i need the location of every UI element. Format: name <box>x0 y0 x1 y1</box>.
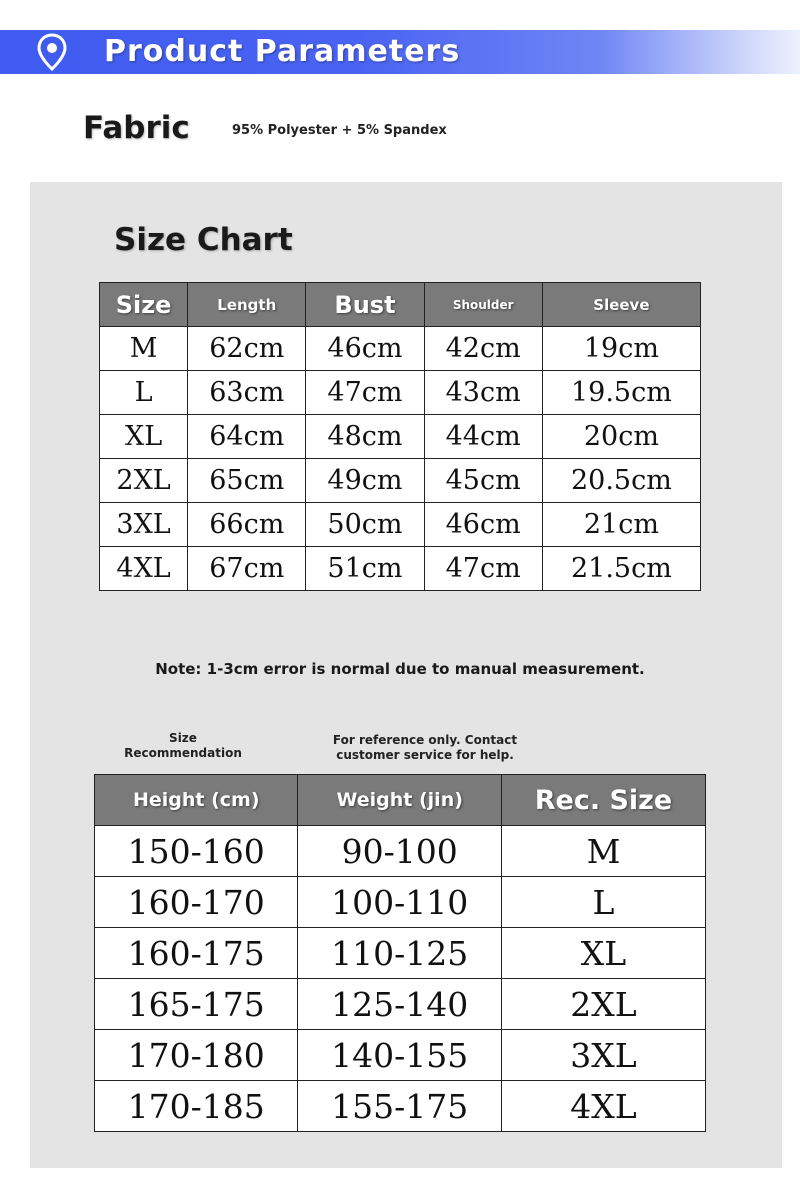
table-header-row <box>95 775 706 826</box>
measurement-note: Note: 1-3cm error is normal due to manual measurement. <box>155 660 645 678</box>
fabric-label: Fabric <box>83 110 190 146</box>
column-header-bust: Bust <box>306 283 424 327</box>
size-chart-title: Size Chart <box>114 222 293 258</box>
table-cell: 4XL <box>501 1081 705 1132</box>
page-title: Product Parameters <box>104 34 461 69</box>
table-cell: 66cm <box>188 503 306 547</box>
table-cell: 51cm <box>306 547 424 591</box>
table-row <box>100 371 701 415</box>
table-cell: 19.5cm <box>542 371 700 415</box>
table-cell: 155-175 <box>298 1081 501 1132</box>
table-cell: 3XL <box>501 1030 705 1081</box>
table-cell: 65cm <box>188 459 306 503</box>
table-cell: 43cm <box>424 371 542 415</box>
table-cell: 21.5cm <box>542 547 700 591</box>
column-header-length: Length <box>188 283 306 327</box>
table-row <box>100 459 701 503</box>
reference-note-line1: For reference only. Contact <box>332 733 518 747</box>
size-recommendation-table <box>94 774 706 1132</box>
table-row <box>100 327 701 371</box>
table-cell: 3XL <box>100 503 188 547</box>
table-row <box>100 503 701 547</box>
size-chart-table <box>99 282 701 591</box>
recommendation-label-line2: Recommendation <box>124 746 242 760</box>
table-cell: 4XL <box>100 547 188 591</box>
table-cell: 46cm <box>306 327 424 371</box>
column-header-size: Size <box>100 283 188 327</box>
table-cell: M <box>501 826 705 877</box>
table-cell: 20cm <box>542 415 700 459</box>
recommendation-label <box>118 731 248 761</box>
reference-note <box>320 733 530 763</box>
table-row <box>95 1030 706 1081</box>
table-cell: 140-155 <box>298 1030 501 1081</box>
table-cell: 110-125 <box>298 928 501 979</box>
table-cell: 150-160 <box>95 826 298 877</box>
table-cell: 62cm <box>188 327 306 371</box>
column-header-sleeve: Sleeve <box>542 283 700 327</box>
table-cell: 44cm <box>424 415 542 459</box>
table-cell: 21cm <box>542 503 700 547</box>
table-cell: 48cm <box>306 415 424 459</box>
table-cell: 100-110 <box>298 877 501 928</box>
table-cell: M <box>100 327 188 371</box>
table-cell: XL <box>100 415 188 459</box>
table-cell: 64cm <box>188 415 306 459</box>
table-header-row <box>100 283 701 327</box>
table-cell: 42cm <box>424 327 542 371</box>
table-cell: 160-175 <box>95 928 298 979</box>
table-cell: 90-100 <box>298 826 501 877</box>
table-row <box>95 1081 706 1132</box>
column-header-height: Height (cm) <box>95 775 298 826</box>
table-cell: 63cm <box>188 371 306 415</box>
column-header-shoulder: Shoulder <box>424 283 542 327</box>
location-pin-icon <box>36 33 68 71</box>
table-cell: L <box>501 877 705 928</box>
table-row <box>95 877 706 928</box>
table-cell: 45cm <box>424 459 542 503</box>
table-row <box>100 547 701 591</box>
table-cell: 46cm <box>424 503 542 547</box>
table-cell: 50cm <box>306 503 424 547</box>
table-cell: 170-185 <box>95 1081 298 1132</box>
table-cell: 47cm <box>424 547 542 591</box>
table-cell: 2XL <box>501 979 705 1030</box>
column-header-weight: Weight (jin) <box>298 775 501 826</box>
table-cell: 170-180 <box>95 1030 298 1081</box>
table-cell: 49cm <box>306 459 424 503</box>
table-row <box>100 415 701 459</box>
reference-note-line2: customer service for help. <box>336 748 514 762</box>
table-cell: 2XL <box>100 459 188 503</box>
table-cell: 19cm <box>542 327 700 371</box>
table-cell: 67cm <box>188 547 306 591</box>
header-banner <box>0 30 800 74</box>
column-header-rec-size: Rec. Size <box>501 775 705 826</box>
recommendation-label-line1: Size <box>169 731 197 745</box>
table-row <box>95 979 706 1030</box>
table-row <box>95 928 706 979</box>
fabric-value: 95% Polyester + 5% Spandex <box>232 123 447 138</box>
table-cell: 160-170 <box>95 877 298 928</box>
table-row <box>95 826 706 877</box>
table-cell: L <box>100 371 188 415</box>
table-cell: 125-140 <box>298 979 501 1030</box>
table-cell: 20.5cm <box>542 459 700 503</box>
table-cell: 47cm <box>306 371 424 415</box>
table-cell: 165-175 <box>95 979 298 1030</box>
table-cell: XL <box>501 928 705 979</box>
